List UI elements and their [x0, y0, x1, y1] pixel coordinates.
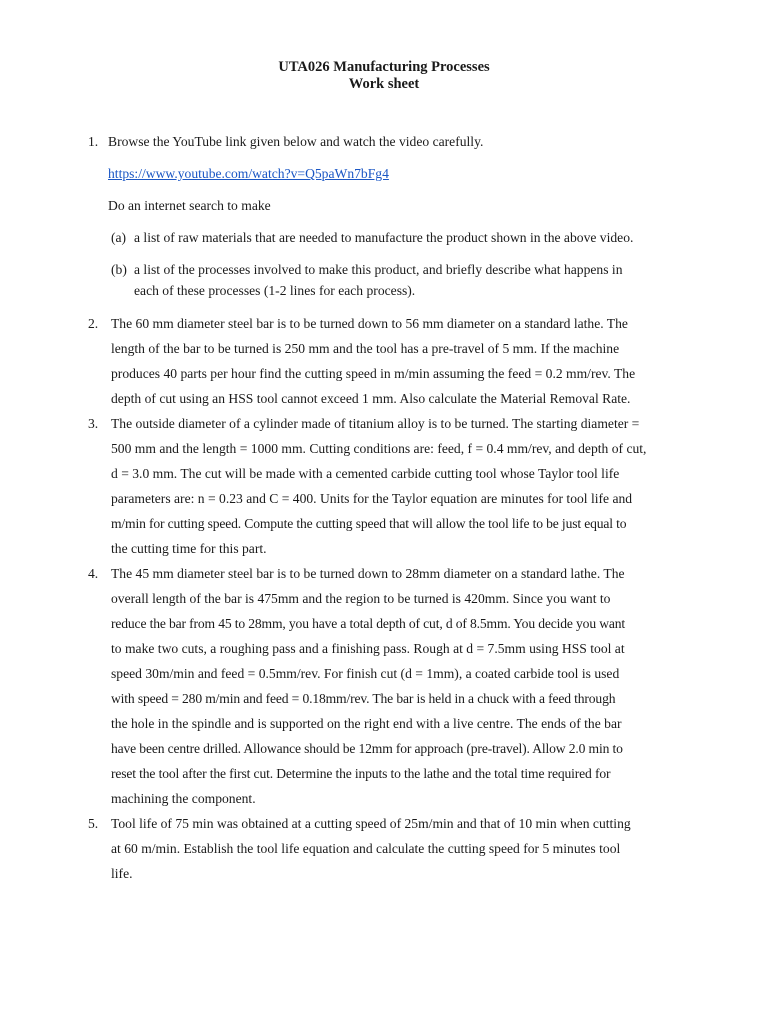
q3-line: m/min for cutting speed. Compute the cutting speed that will allow the tool life to be just equal to — [111, 516, 627, 531]
q4-line: The 45 mm diameter steel bar is to be turned down to 28mm diameter on a standard lathe. The — [111, 566, 625, 581]
q2-line: depth of cut using an HSS tool cannot exceed 1 mm. Also calculate the Material Removal Rate. — [111, 391, 631, 406]
q2-line: The 60 mm diameter steel bar is to be turned down to 56 mm diameter on a standard lathe. The — [111, 316, 628, 331]
q3-line: the cutting time for this part. — [111, 541, 267, 556]
q3-line: d = 3.0 mm. The cut will be made with a cemented carbide cutting tool whose Taylor tool life — [111, 466, 620, 481]
q1a-label: (a) — [111, 230, 127, 245]
q3-number: 3. — [88, 416, 99, 431]
q1-number: 1. — [88, 134, 99, 149]
q2-line: length of the bar to be turned is 250 mm and the tool has a pre-travel of 5 mm. If the machine — [111, 341, 620, 356]
q4-line: to make two cuts, a roughing pass and a finishing pass. Rough at d = 7.5mm using HSS tool at — [111, 641, 625, 656]
q4-line: with speed = 280 m/min and feed = 0.18mm/rev. The bar is held in a chuck with a feed through — [111, 691, 616, 706]
q2-number: 2. — [88, 316, 99, 331]
q4-line: reset the tool after the first cut. Determine the inputs to the lathe and the total time required for — [111, 766, 611, 781]
q1b-label: (b) — [111, 262, 127, 277]
q5-line: at 60 m/min. Establish the tool life equation and calculate the cutting speed for 5 minutes tool — [111, 841, 621, 856]
q1-text: Browse the YouTube link given below and watch the video carefully. — [108, 134, 484, 149]
q1b-line: a list of the processes involved to make this product, and briefly describe what happens in — [134, 262, 623, 277]
q4-line: reduce the bar from 45 to 28mm, you have a total depth of cut, d of 8.5mm. You decide you want — [111, 616, 626, 631]
q5-line: Tool life of 75 min was obtained at a cutting speed of 25m/min and that of 10 min when cutting — [111, 816, 631, 831]
q1a-text: a list of raw materials that are needed to manufacture the product shown in the above video. — [134, 230, 634, 245]
q2-line: produces 40 parts per hour find the cutting speed in m/min assuming the feed = 0.2 mm/rev. The — [111, 366, 636, 381]
q5-number: 5. — [88, 816, 99, 831]
q5-line: life. — [111, 866, 133, 881]
q3-line: parameters are: n = 0.23 and C = 400. Units for the Taylor equation are minutes for tool life and — [111, 491, 633, 506]
q1b-line: each of these processes (1-2 lines for each process). — [134, 283, 416, 298]
q4-line: machining the component. — [111, 791, 256, 806]
q4-line: the hole in the spindle and is supported on the right end with a live centre. The ends of the bar — [111, 716, 622, 731]
q4-number: 4. — [88, 566, 99, 581]
q3-line: The outside diameter of a cylinder made of titanium alloy is to be turned. The starting diameter = — [111, 416, 640, 431]
q4-line: overall length of the bar is 475mm and the region to be turned is 420mm. Since you want to — [111, 591, 611, 606]
youtube-link[interactable]: https://www.youtube.com/watch?v=Q5paWn7bFg4 — [108, 166, 389, 181]
q3-line: 500 mm and the length = 1000 mm. Cutting conditions are: feed, f = 0.4 mm/rev, and depth of cut, — [111, 441, 647, 456]
q1-intro: Do an internet search to make — [108, 198, 271, 213]
q4-line: speed 30m/min and feed = 0.5mm/rev. For finish cut (d = 1mm), a coated carbide tool is used — [111, 666, 620, 681]
page-subtitle: Work sheet — [348, 76, 420, 92]
q4-line: have been centre drilled. Allowance should be 12mm for approach (pre-travel). Allow 2.0 min to — [111, 741, 623, 756]
page-title: UTA026 Manufacturing Processes — [278, 59, 490, 75]
